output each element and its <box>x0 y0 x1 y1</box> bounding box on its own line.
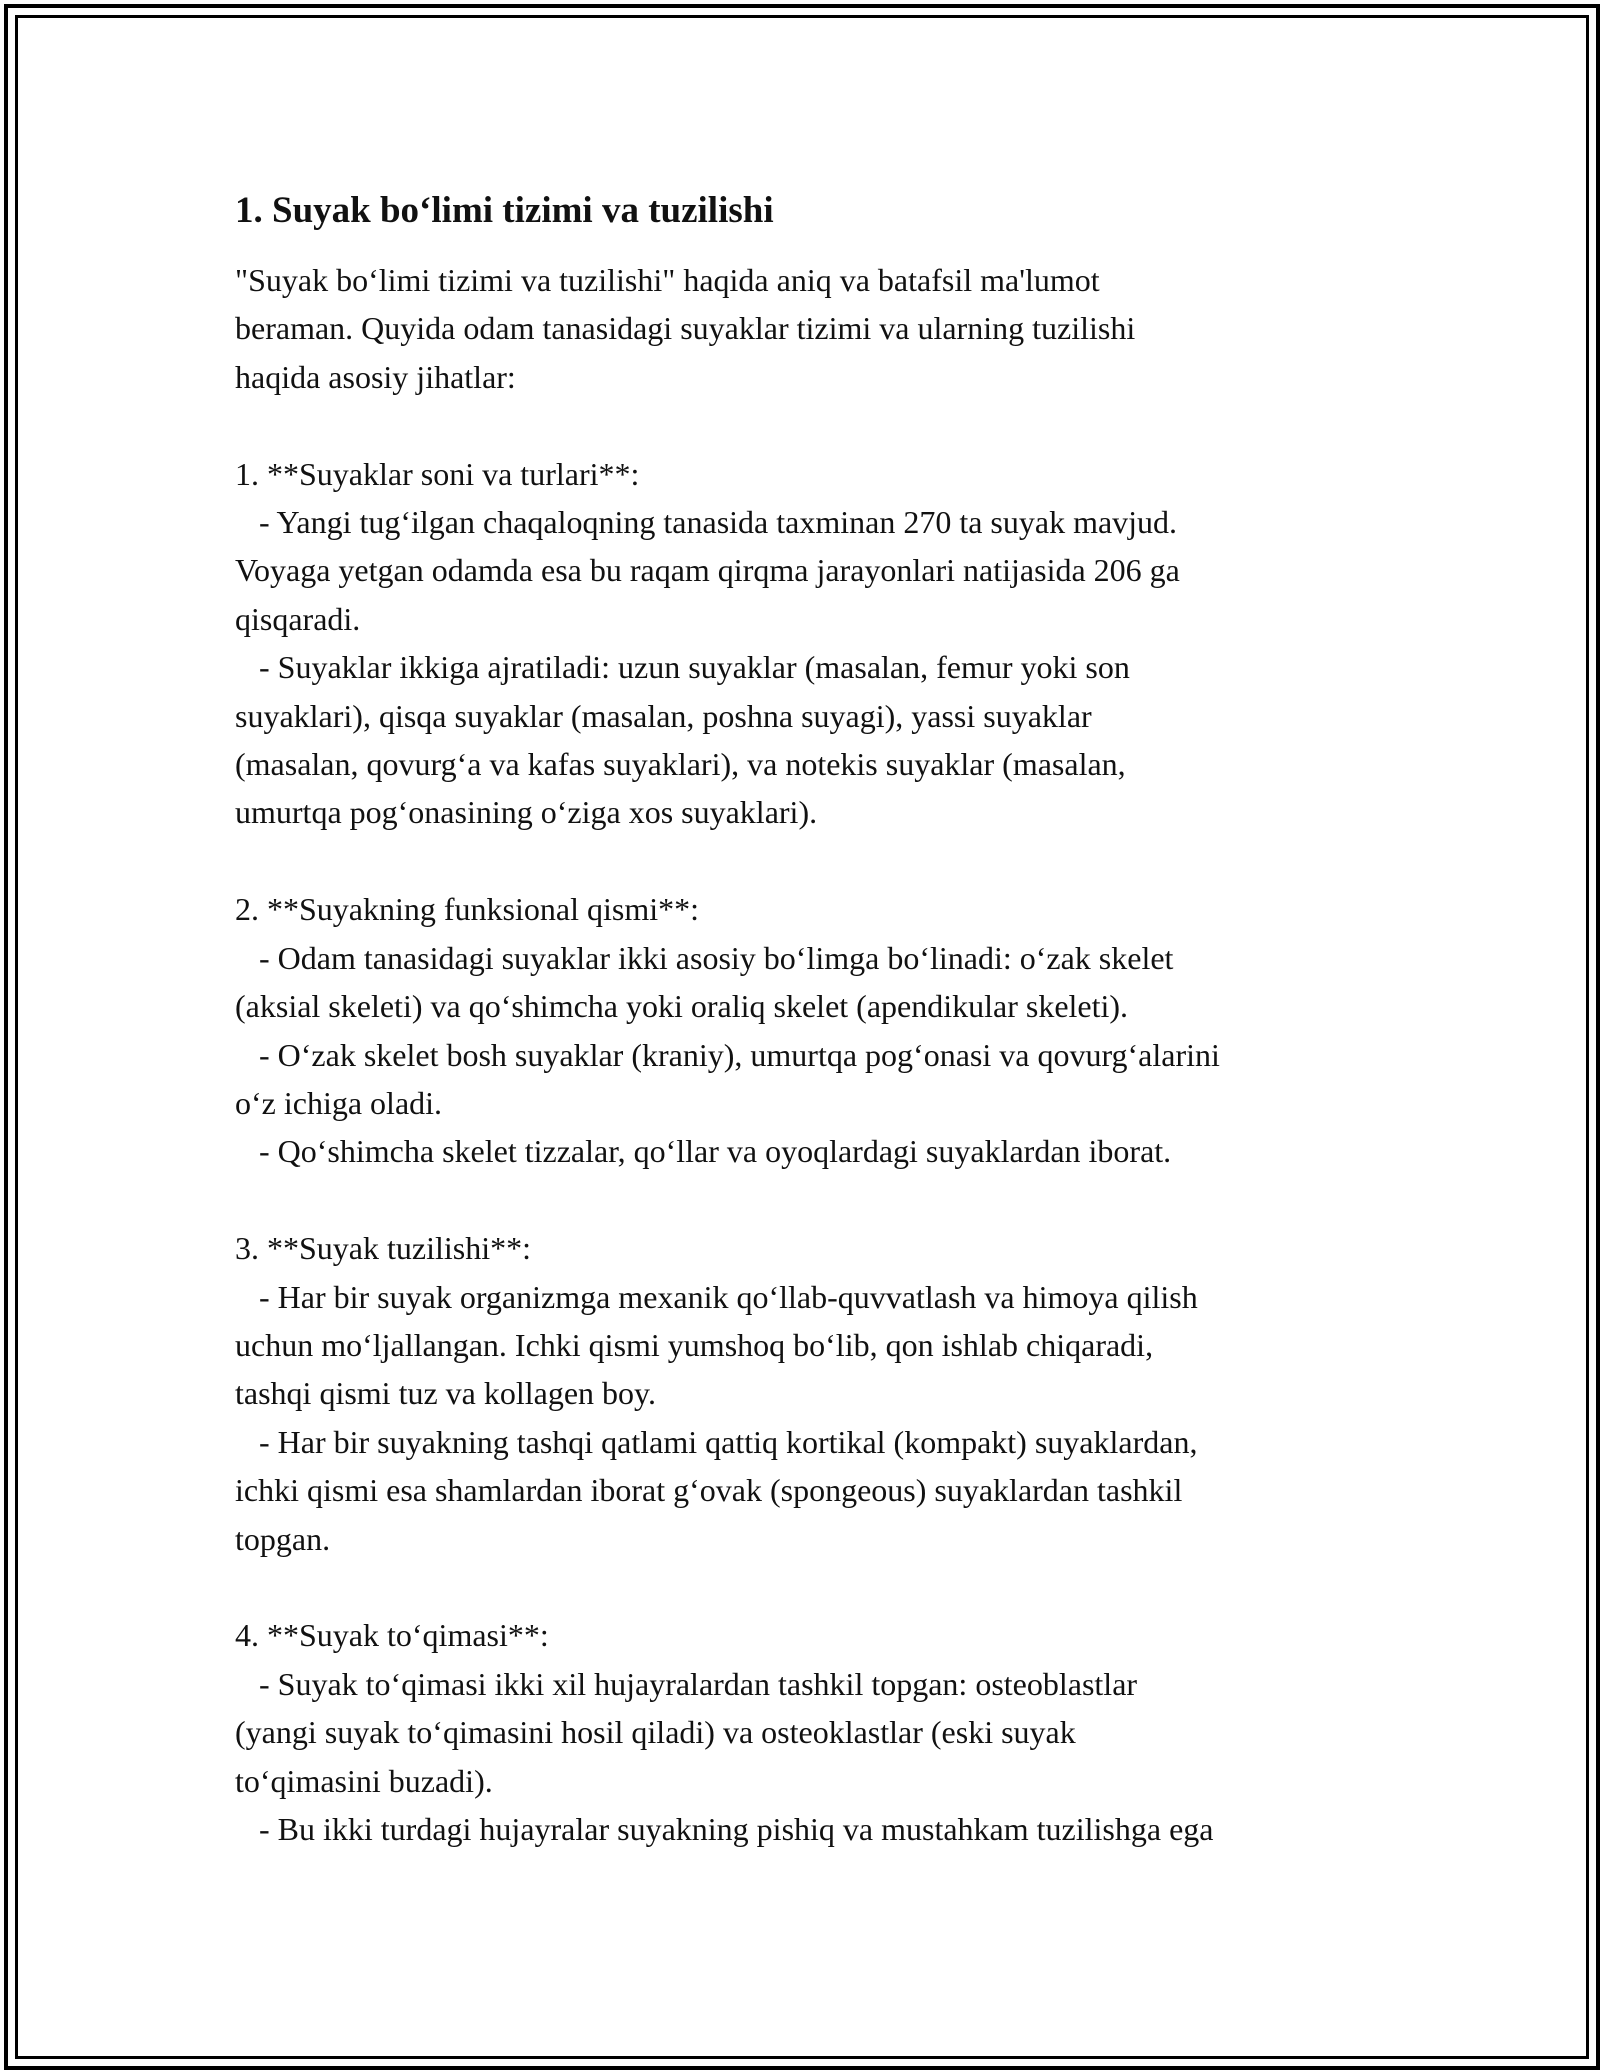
document-body: "Suyak bo‘limi tizimi va tuzilishi" haqida aniq va batafsil ma'lumot beraman. Quyida odam tanasidagi suyaklar tizimi va ularning tuzilishi haqida asosiy jihatlar: 1. **Suyaklar soni va turlari**: - Yangi tug‘ilgan chaqaloqning tanasida taxminan 270 ta suyak mavjud. Voyaga yetgan odamda esa bu raqam qirqma jarayonlari natijasida 206 ga qisqaradi. - Suyaklar ikkiga ajratiladi: uzun suyaklar (masalan, femur yoki son suyaklari), qisqa suyaklar (masalan, poshna suyagi), yassi suyaklar (masalan, qovurg‘a va kafas suyaklari), va notekis suyaklar (masalan, umurtqa pog‘onasining o‘ziga xos suyaklari). 2. **Suyakning funksional qismi**: - Odam tanasidagi suyaklar ikki asosiy bo‘limga bo‘linadi: o‘zak skelet (aksial skeleti) va qo‘shimcha yoki oraliq skelet (apendikular skeleti). - O‘zak skelet bosh suyaklar (kraniy), umurtqa pog‘onasi va qovurg‘alarini o‘z ichiga oladi. - Qo‘shimcha skelet tizzalar, qo‘llar va oyoqlardagi suyaklardan iborat. 3. **Suyak tuzilishi**: - Har bir suyak organizmga mexanik qo‘llab-quvvatlash va himoya qilish uchun mo‘ljallangan. Ichki qismi yumshoq bo‘lib, qon ishlab chiqaradi, tashqi qismi tuz va kollagen boy. - Har bir suyakning tashqi qatlami qattiq kortikal (kompakt) suyaklardan, ichki qismi esa shamlardan iborat g‘ovak (spongeous) suyaklardan tashkil topgan. 4. **Suyak to‘qimasi**: - Suyak to‘qimasi ikki xil hujayralardan tashkil topgan: osteoblastlar (yangi suyak to‘qimasini hosil qiladi) va osteoklastlar (eski suyak to‘qimasini buzadi). - Bu ikki turdagi hujayralar suyakning pishiq va mustahkam tuzilishga ega <box>235 262 1220 1847</box>
document-content <box>235 186 1395 1853</box>
document-heading: 1. Suyak bo‘limi tizimi va tuzilishi <box>235 190 774 231</box>
